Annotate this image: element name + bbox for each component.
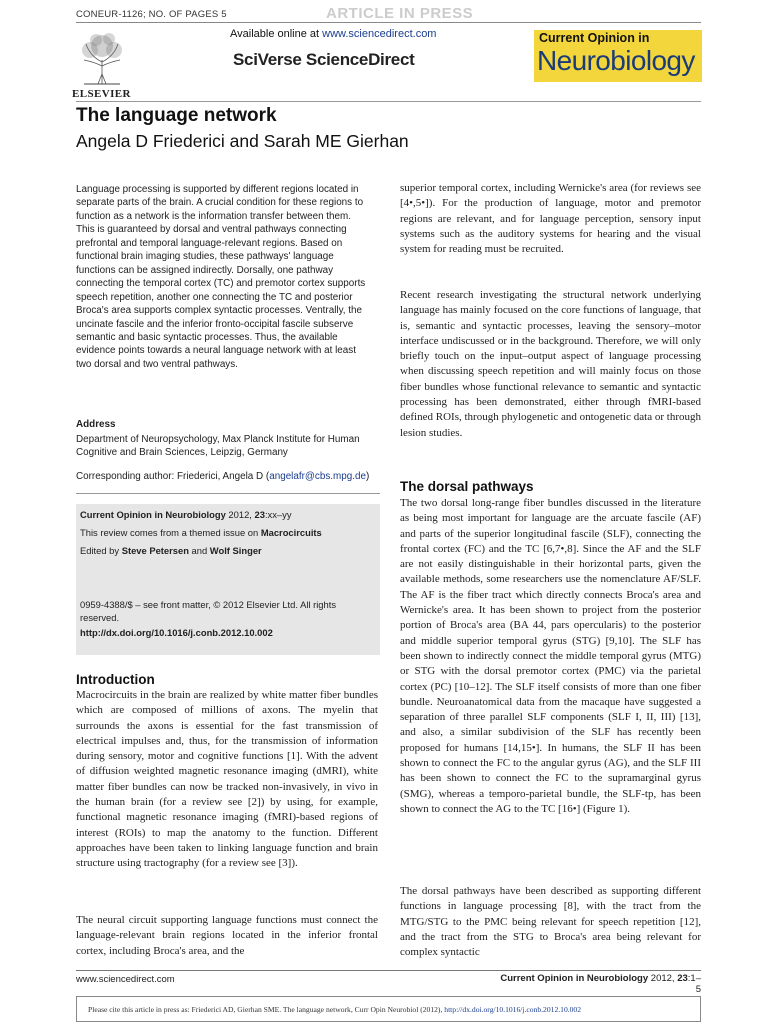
introduction-paragraph-1: Macrocircuits in the brain are realized by white matter fiber bundles which are composed of millions of axons. The myelin that surrounds the axons is essential for the fast transmission of electrical impulses and, thus, for the transmission of information during sensory, motor and cognitive functions [1]. With the advent of diffusion weighted magnetic resonance imaging (dMRI), white matter fiber bundles can now be tracked non-invasively, in vivo in the human brain (for a review see [2]) by using, for example, functional magnetic resonance imaging (fMRI)-based regions of interest (ROIs) to map the anatomy to the function. Different approaches have been taken to linking language function and brain structure using tractography (for a review see [3]).: [76, 689, 378, 870]
doi-link[interactable]: http://dx.doi.org/10.1016/j.conb.2012.10.002: [80, 627, 273, 638]
corresponding-author: [76, 470, 371, 483]
journal-name-line2: Neurobiology: [537, 45, 695, 76]
info-year: 2012,: [225, 509, 255, 520]
dorsal-paragraph-2: The dorsal pathways have been described as supporting different functions in language processing [8], with the tract from the MTG/STG to the PMC being relevant for speech repetition [12], and the tract from the STG to Broca's area being relevant for complex syntactic: [400, 885, 701, 959]
right-paragraph-1: superior temporal cortex, including Wernicke's area (for reviews see [4•,5•]). For the production of language, motor and premotor regions are relevant, and for language perception, sensory input systems such as the auditory systems for hearing and the visual system for reading must be recruited.: [400, 182, 701, 256]
footer-pages: :1–5: [687, 973, 701, 995]
footer-site-link[interactable]: www.sciencedirect.com: [76, 974, 175, 985]
corresponding-prefix: Corresponding author: Friederici, Angela D (: [76, 471, 270, 482]
footer-year: 2012,: [648, 973, 678, 984]
sciencedirect-link[interactable]: www.sciencedirect.com: [322, 28, 437, 40]
footer-journal-name: Current Opinion in Neurobiology: [500, 973, 649, 984]
info-copyright: 0959-4388/$ – see front matter, © 2012 Elsevier Ltd. All rights reserved.: [80, 599, 337, 623]
address-heading: Address: [76, 419, 116, 430]
info-citation: [80, 509, 372, 520]
theme-prefix: This review comes from a themed issue on: [80, 527, 261, 538]
article-id: CONEUR-1126; NO. OF PAGES 5: [76, 9, 227, 20]
editor-1: Steve Petersen: [121, 545, 189, 556]
introduction-paragraph-2: The neural circuit supporting language functions must connect the language-relevant brain regions located in the inferior frontal cortex, including Broca's area, and the: [76, 914, 378, 957]
article-authors: Angela D Friederici and Sarah ME Gierhan: [76, 131, 409, 151]
editor-2: Wolf Singer: [209, 545, 262, 556]
edited-prefix: Edited by: [80, 545, 122, 556]
info-theme: [80, 527, 372, 538]
corresponding-suffix: ): [365, 471, 370, 482]
footer-volume: 23: [677, 973, 688, 984]
info-editors: [80, 545, 372, 556]
availability-line: [230, 28, 436, 40]
section-rule: [76, 493, 380, 494]
title-rule: [76, 101, 701, 102]
in-press-banner: ARTICLE IN PRESS: [326, 5, 474, 22]
address-text: Department of Neuropsychology, Max Planck Institute for Human Cognitive and Brain Sciences, Leipzig, Germany: [76, 434, 360, 459]
dorsal-pathways-heading: The dorsal pathways: [400, 479, 534, 494]
introduction-heading: Introduction: [76, 672, 155, 687]
citation-doi-link[interactable]: http://dx.doi.org/10.1016/j.conb.2012.10.002: [444, 1005, 582, 1014]
journal-name-line1: Current Opinion in: [539, 31, 650, 45]
abstract-text: Language processing is supported by different regions located in separate parts of the brain. A crucial condition for these regions to function as a network is the information transfer between them. This is guaranteed by dorsal and ventral pathways connecting prefrontal and temporal language-relevant regions. Based on functional brain imaging studies, these pathways' language functions can be assigned indirectly. Dorsally, one pathway connecting the temporal cortex (TC) and premotor cortex supports speech repetition, another one connecting the TC and posterior Broca's area supports complex syntactic processes. Ventrally, the uncinate fascile and the inferior fronto-occipital fascile subserve semantic and basic syntactic processes. Thus, the available evidence points towards a neural language network with at least two dorsal and two ventral pathways.: [76, 184, 366, 370]
theme-name: Macrocircuits: [260, 527, 322, 538]
info-journal: Current Opinion in Neurobiology: [80, 509, 226, 520]
info-volume: 23: [254, 509, 265, 520]
info-pages: :xx–yy: [264, 509, 292, 520]
footer-journal: [498, 973, 701, 995]
elsevier-tree-logo: [76, 30, 128, 86]
citation-text: Please cite this article in press as: Friederici AD, Gierhan SME. The language network, Curr Opin Neurobiol (2012),: [88, 1005, 445, 1014]
citation-notice: [88, 1005, 581, 1014]
publisher-name: ELSEVIER: [72, 88, 131, 100]
right-paragraph-2: Recent research investigating the structural network underlying language has mainly focused on the core functions of language, that is, semantic and syntactic processes, leaving the sensory–motor interface undiscussed or in the background. Therefore, we will only briefly touch on the input–output aspect of language processing when discussing speech repetition and will mainly focus on those fiber bundles whose functional relevance to semantic and syntactic processing has been demonstrated, either through fMRI-based defined ROIs, through phylogenetic and ontogenetic data or through lesion studies.: [400, 289, 701, 439]
dorsal-paragraph-1: The two dorsal long-range fiber bundles discussed in the literature as being most important for language are the arcuate fascile (AF) and parts of the superior longitudinal fascile (SLF), connecting the frontal cortex (FC) and the TC [6,7•,8]. Since the AF and the SLF are not easily distinguishable in their horizontal parts, given the available methods, some researchers use the nomenclature AF/SLF. The AF is the fiber tract which directly connects Broca's area and Wernicke's area. It has been shown to project from the posterior portion of Broca's area (BA 44, pars opercularis) to the posterior and middle superior temporal gyrus (STG) [9,10]. The SLF has been shown to indirectly connect the middle temporal gyrus (MTG) or STG with the dorsal premotor cortex (PMC) via the parietal cortex (PC) [10–12]. The SLF itself consists of more than one fiber bundle. Neuroanatomical data from the macaque have suggested a separation of three parallel SLF components (SLF I, II, III) [13], and also, a similar subdivision of the SLF has recently been proposed for humans [14,15•]. In humans, the SLF II has been shown to connect the FC to the angular gyrus (AG), and the SLF III has been shown to connect the FC to the supramarginal gyrus (SMG), whereas a temporo-parietal bundle, the SLF-tp, has been shown to connect the AG to the TC [16•] (Figure 1).: [400, 497, 701, 815]
platform-name: SciVerse ScienceDirect: [233, 50, 415, 69]
availability-prefix: Available online at: [230, 28, 323, 40]
footer-rule: [76, 970, 701, 971]
article-title: The language network: [76, 105, 277, 126]
editors-and: and: [188, 545, 210, 556]
author-email-link[interactable]: angelafr@cbs.mpg.de: [269, 471, 366, 482]
